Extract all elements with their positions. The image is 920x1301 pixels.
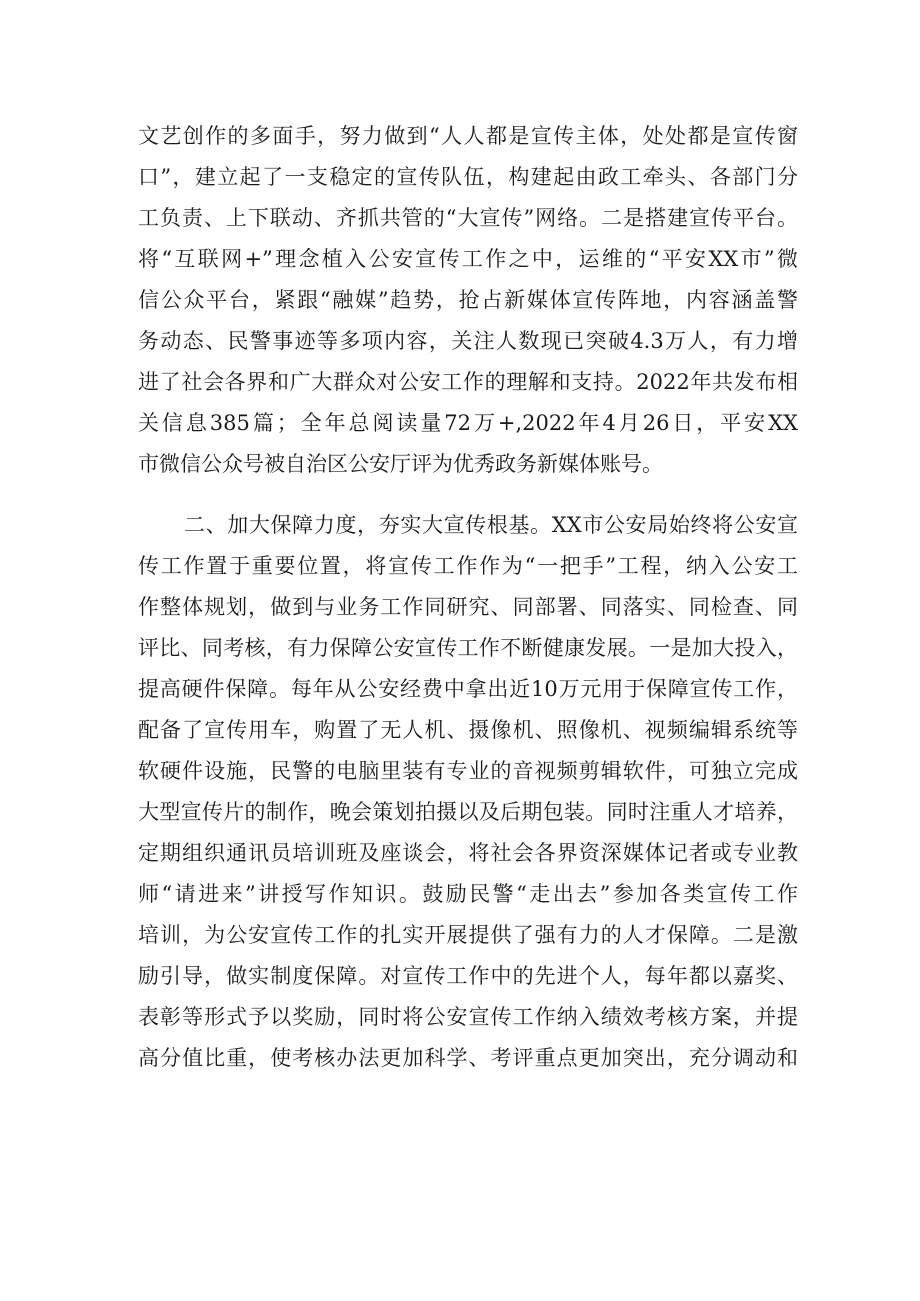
paragraph-2 [138, 505, 798, 1079]
text-line: 高分值比重，使考核办法更加科学、考评重点更加突出，充分调动和 [138, 1046, 798, 1070]
text-line: 配备了宣传用车，购置了无人机、摄像机、照像机、视频编辑系统等 [138, 718, 798, 742]
text-line: 传工作置于重要位置，将宣传工作作为“一把手”工程，纳入公安工 [138, 554, 798, 578]
text-line: 二、加大保障力度，夯实大宣传根基。XX市公安局始终将公安宣 [184, 513, 798, 537]
text-line: 作整体规划，做到与业务工作同研究、同部署、同落实、同检查、同 [138, 595, 798, 619]
paragraph-spacer [138, 485, 798, 505]
paragraph-1 [138, 116, 798, 485]
text-line: 务动态、民警事迹等多项内容，关注人数现已突破4.3万人，有力增 [138, 329, 798, 353]
text-line: 表彰等形式予以奖励，同时将公安宣传工作纳入绩效考核方案，并提 [138, 1005, 798, 1029]
text-line: 提高硬件保障。每年从公安经费中拿出近10万元用于保障宣传工作， [138, 677, 798, 701]
text-line: 培训，为公安宣传工作的扎实开展提供了强有力的人才保障。二是激 [138, 923, 798, 947]
text-line: 师“请进来”讲授写作知识。鼓励民警“走出去”参加各类宣传工作 [138, 882, 798, 906]
text-line: 口”，建立起了一支稳定的宣传队伍，构建起由政工牵头、各部门分 [138, 165, 798, 189]
text-line: 信公众平台，紧跟“融媒”趋势，抢占新媒体宣传阵地，内容涵盖警 [138, 288, 798, 312]
text-line: 文艺创作的多面手，努力做到“人人都是宣传主体，处处都是宣传窗 [138, 124, 798, 148]
text-line: 评比、同考核，有力保障公安宣传工作不断健康发展。一是加大投入， [138, 636, 798, 660]
text-line: 软硬件设施，民警的电脑里装有专业的音视频剪辑软件，可独立完成 [138, 759, 798, 783]
document-body [138, 116, 798, 1079]
text-line: 大型宣传片的制作，晚会策划拍摄以及后期包装。同时注重人才培养， [138, 800, 798, 824]
text-line: 进了社会各界和广大群众对公安工作的理解和支持。2022年共发布相 [138, 370, 798, 394]
text-line: 工负责、上下联动、齐抓共管的“大宣传”网络。二是搭建宣传平台。 [138, 206, 798, 230]
text-line: 关信息385篇；全年总阅读量72万+,2022年4月26日，平安XX [138, 411, 798, 435]
text-line: 将“互联网+”理念植入公安宣传工作之中，运维的“平安XX市”微 [138, 247, 798, 271]
text-line: 定期组织通讯员培训班及座谈会，将社会各界资深媒体记者或专业教 [138, 841, 798, 865]
text-line: 市微信公众号被自治区公安厅评为优秀政务新媒体账号。 [138, 452, 663, 476]
text-line: 励引导，做实制度保障。对宣传工作中的先进个人，每年都以嘉奖、 [138, 964, 798, 988]
